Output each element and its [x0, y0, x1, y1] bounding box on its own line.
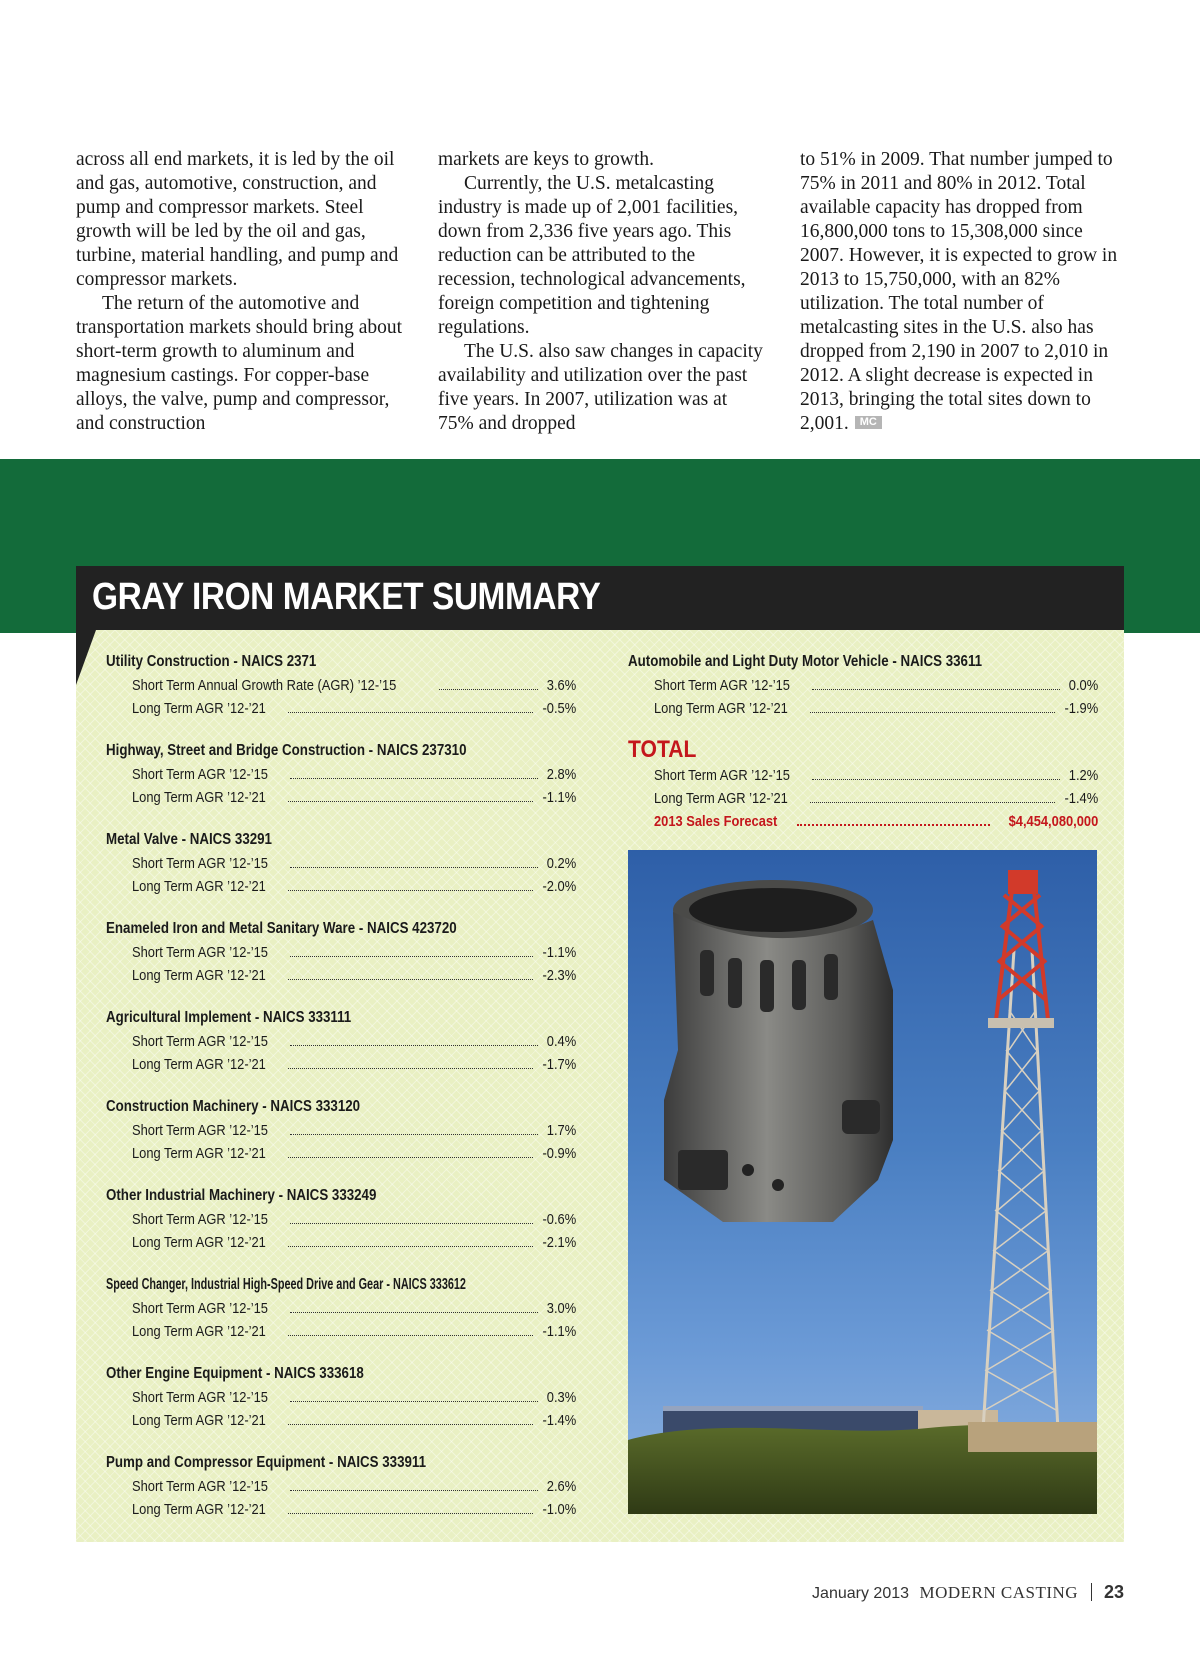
- stat-value: -1.1%: [542, 944, 576, 961]
- stat-label: Short Term AGR ’12-’15: [654, 767, 790, 784]
- stat-label: Long Term AGR ’12-’21: [132, 1412, 266, 1429]
- stat-label: Long Term AGR ’12-’21: [132, 1234, 266, 1251]
- sector-heading: Speed Changer, Industrial High-Speed Drive and Gear - NAICS 333612: [106, 1276, 466, 1293]
- dot-leader: [290, 1223, 533, 1224]
- page-footer: [0, 1582, 1124, 1603]
- stat-value: -1.0%: [542, 1501, 576, 1518]
- dot-leader: [810, 712, 1055, 713]
- stat-row: [106, 1119, 576, 1142]
- article-column-2: [438, 148, 764, 436]
- stat-label: Short Term AGR ’12-’15: [132, 1122, 268, 1139]
- dot-leader: [290, 1312, 538, 1313]
- sector-heading: Highway, Street and Bridge Construction - NAICS 237310: [106, 742, 467, 759]
- stat-value: 3.6%: [546, 677, 576, 694]
- paragraph: across all end markets, it is led by the oil and gas, automotive, construction, and pump and compressor markets. Steel growth will be led by the oil and gas, turbine, material handling, and pump and compressor markets.: [76, 149, 399, 290]
- sector-heading: Other Engine Equipment - NAICS 333618: [106, 1365, 364, 1382]
- dot-leader: [812, 689, 1060, 690]
- stat-value: -1.7%: [542, 1056, 576, 1073]
- stat-row: [106, 875, 576, 898]
- stat-label: Short Term AGR ’12-’15: [132, 1300, 268, 1317]
- stat-label: Long Term AGR ’12-’21: [132, 1323, 266, 1340]
- stat-value: -2.3%: [542, 967, 576, 984]
- stat-label: Short Term Annual Growth Rate (AGR) ’12-’15: [132, 677, 397, 694]
- stat-label: Short Term AGR ’12-’15: [132, 1478, 268, 1495]
- total-rows: [628, 764, 1098, 833]
- stat-value: 0.2%: [546, 855, 576, 872]
- stat-label: Short Term AGR ’12-’15: [132, 1389, 268, 1406]
- market-sector: [106, 1450, 576, 1521]
- stat-value: -2.0%: [542, 878, 576, 895]
- stat-value: 1.2%: [1068, 767, 1098, 784]
- stat-label: Short Term AGR ’12-’15: [132, 1033, 268, 1050]
- stat-value: 2.6%: [546, 1478, 576, 1495]
- market-sector: [106, 1005, 576, 1076]
- paragraph: Currently, the U.S. metalcasting industry is made up of 2,001 facilities, down from 2,336 five years ago. This reduction can be attributed to the recession, technological advancements, foreign competition and tightening regulations.: [438, 173, 746, 338]
- stat-row: [106, 1475, 576, 1498]
- stat-row: [628, 764, 1098, 787]
- dot-leader: [810, 802, 1055, 803]
- market-sector: [106, 649, 576, 720]
- photo-illustration: [628, 850, 1097, 1514]
- stat-label: Long Term AGR ’12-’21: [654, 700, 788, 717]
- stat-value: -1.4%: [1064, 790, 1098, 807]
- stat-row: [628, 674, 1098, 697]
- market-sector: [106, 916, 576, 987]
- sector-heading: Pump and Compressor Equipment - NAICS 333911: [106, 1454, 427, 1471]
- stat-label: 2013 Sales Forecast: [654, 813, 778, 830]
- casting-and-drilling-rig-photo: [628, 850, 1097, 1514]
- issue-date: January 2013: [812, 1585, 910, 1602]
- stat-value: 2.8%: [546, 766, 576, 783]
- stat-row: [106, 1231, 576, 1254]
- market-sector: [106, 1361, 576, 1432]
- stat-value: -1.1%: [542, 789, 576, 806]
- stat-row: [628, 697, 1098, 720]
- stat-value: -0.9%: [542, 1145, 576, 1162]
- dot-leader: [288, 1157, 533, 1158]
- paragraph-text: to 51% in 2009. That number jumped to 75% in 2011 and 80% in 2012. Total available capacity has dropped from 16,800,000 tons to 15,308,000 since 2007. However, it is expected to grow in 2013 to 15,750,000, with an 82% utilization. The total number of metalcasting sites in the U.S. also has dropped from 2,190 in 2007 to 2,010 in 2012. A slight decrease is expected in 2013, bringing the total sites down to 2,001.: [800, 149, 1118, 434]
- market-sector: [628, 649, 1098, 720]
- stat-row: [106, 1030, 576, 1053]
- stat-value: -1.1%: [542, 1323, 576, 1340]
- dot-leader: [290, 867, 538, 868]
- title-bar-tab-shape: [76, 630, 96, 685]
- stat-label: Long Term AGR ’12-’21: [132, 700, 266, 717]
- stat-value: 3.0%: [546, 1300, 576, 1317]
- stat-label: Short Term AGR ’12-’15: [132, 944, 268, 961]
- market-sector: [106, 1272, 576, 1343]
- dot-leader: [290, 1490, 538, 1491]
- stat-label: Long Term AGR ’12-’21: [132, 1056, 266, 1073]
- stat-value: 0.0%: [1068, 677, 1098, 694]
- stat-value: 0.4%: [546, 1033, 576, 1050]
- stat-value: 1.7%: [546, 1122, 576, 1139]
- article-column-3: [800, 148, 1122, 436]
- paragraph: The U.S. also saw changes in capacity availability and utilization over the past five years. In 2007, utilization was at 75% and dropped: [438, 341, 763, 434]
- dot-leader: [439, 689, 537, 690]
- market-sector: [106, 827, 576, 898]
- total-heading: TOTAL: [628, 736, 697, 763]
- dot-leader: [290, 1045, 538, 1046]
- magazine-name: MODERN CASTING: [919, 1583, 1079, 1602]
- dot-leader: [288, 1513, 533, 1514]
- end-mark-badge: MC: [855, 416, 882, 429]
- footer-divider: [1091, 1583, 1092, 1601]
- dot-leader: [290, 956, 533, 957]
- dot-leader: [288, 1335, 533, 1336]
- stat-row: [106, 786, 576, 809]
- sector-heading: Automobile and Light Duty Motor Vehicle - NAICS 33611: [628, 653, 983, 670]
- dot-leader: [288, 1424, 533, 1425]
- stat-value: -0.6%: [542, 1211, 576, 1228]
- stat-row: [106, 763, 576, 786]
- sector-heading: Agricultural Implement - NAICS 333111: [106, 1009, 352, 1026]
- dot-leader: [290, 1401, 538, 1402]
- stat-value: -2.1%: [542, 1234, 576, 1251]
- dot-leader: [290, 1134, 538, 1135]
- stat-row: [106, 1409, 576, 1432]
- stat-row: [106, 852, 576, 875]
- stat-label: Long Term AGR ’12-’21: [132, 1145, 266, 1162]
- stat-value: -0.5%: [542, 700, 576, 717]
- paragraph: markets are keys to growth.: [438, 149, 655, 170]
- dot-leader: [290, 778, 538, 779]
- dot-leader: [288, 1068, 533, 1069]
- dot-leader: [288, 979, 533, 980]
- market-sector: [106, 1183, 576, 1254]
- sector-heading: Other Industrial Machinery - NAICS 333249: [106, 1187, 377, 1204]
- article-column-1: [76, 148, 404, 436]
- stat-value: 0.3%: [546, 1389, 576, 1406]
- sector-heading: Utility Construction - NAICS 2371: [106, 653, 317, 670]
- stat-row: [106, 674, 576, 697]
- dot-leader: [288, 1246, 533, 1247]
- stat-label: Long Term AGR ’12-’21: [132, 789, 266, 806]
- stat-label: Long Term AGR ’12-’21: [132, 967, 266, 984]
- stat-row: [628, 787, 1098, 810]
- dot-leader: [812, 779, 1060, 780]
- summary-title-bar: [76, 566, 1124, 630]
- market-sector: [106, 738, 576, 809]
- summary-title: GRAY IRON MARKET SUMMARY: [92, 576, 601, 618]
- stat-label: Short Term AGR ’12-’15: [132, 1211, 268, 1228]
- market-sector: [106, 1094, 576, 1165]
- stat-label: Short Term AGR ’12-’15: [654, 677, 790, 694]
- stat-row: [106, 1297, 576, 1320]
- sector-heading: Metal Valve - NAICS 33291: [106, 831, 272, 848]
- stat-label: Short Term AGR ’12-’15: [132, 855, 268, 872]
- stat-label: Short Term AGR ’12-’15: [132, 766, 268, 783]
- stat-row: [628, 810, 1098, 833]
- stat-row: [106, 941, 576, 964]
- stat-label: Long Term AGR ’12-’21: [654, 790, 788, 807]
- sector-heading: Construction Machinery - NAICS 333120: [106, 1098, 361, 1115]
- page-number: 23: [1103, 1582, 1124, 1602]
- stat-row: [106, 1208, 576, 1231]
- stat-row: [106, 1053, 576, 1076]
- stat-row: [106, 697, 576, 720]
- sector-heading: Enameled Iron and Metal Sanitary Ware - NAICS 423720: [106, 920, 457, 937]
- dot-leader: [288, 801, 533, 802]
- dot-leader: [288, 712, 533, 713]
- paragraph: The return of the automotive and transportation markets should bring about short-term growth to aluminum and magnesium castings. For copper-base alloys, the valve, pump and compressor, and construction: [76, 293, 403, 434]
- stat-value: -1.4%: [542, 1412, 576, 1429]
- stat-label: Long Term AGR ’12-’21: [132, 1501, 266, 1518]
- stat-label: Long Term AGR ’12-’21: [132, 878, 266, 895]
- stat-value: $4,454,080,000: [1008, 813, 1098, 830]
- paragraph: [800, 148, 1122, 436]
- stat-row: [106, 1142, 576, 1165]
- dot-leader: [797, 824, 989, 826]
- stat-row: [106, 1498, 576, 1521]
- stat-row: [106, 1320, 576, 1343]
- stat-row: [106, 964, 576, 987]
- dot-leader: [288, 890, 533, 891]
- stat-value: -1.9%: [1064, 700, 1098, 717]
- stat-row: [106, 1386, 576, 1409]
